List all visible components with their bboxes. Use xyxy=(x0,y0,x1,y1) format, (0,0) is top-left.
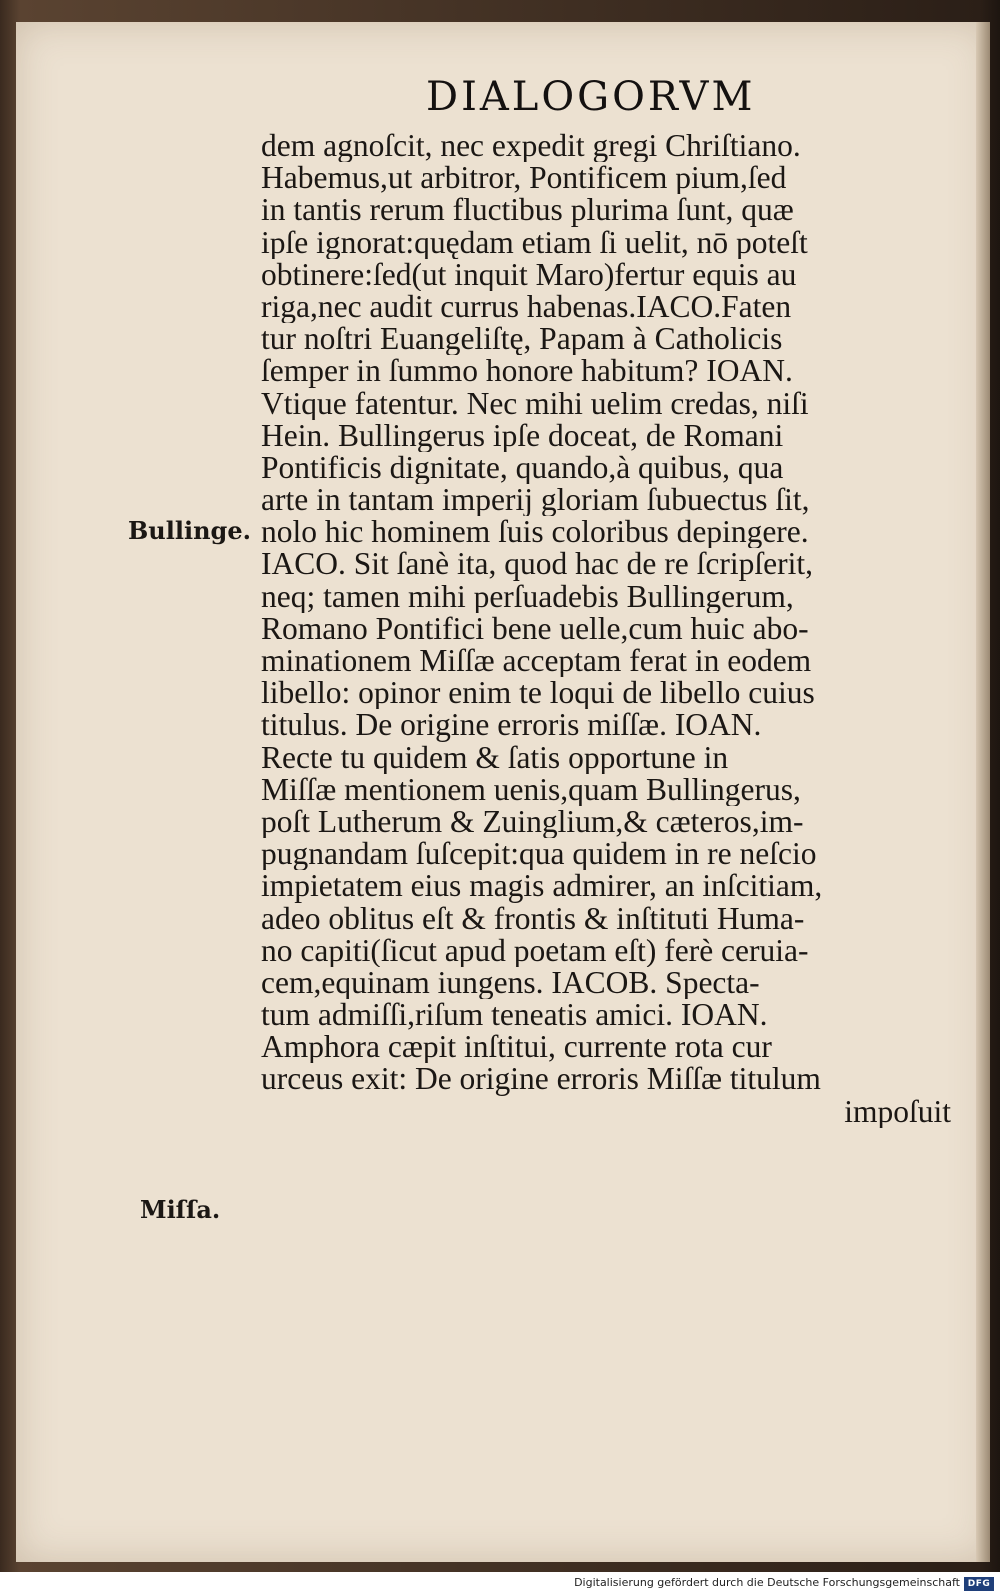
text-line: Amphora cæpit inſtitui, currente rota cur xyxy=(261,1031,772,1064)
text-line: tur noſtri Euangeliſtę, Papam à Catholicis xyxy=(261,323,783,356)
text-line: arte in tantam imperij gloriam ſubuectus ſit, xyxy=(261,484,810,517)
text-line: cem,equinam iungens. IACOB. Specta- xyxy=(261,966,760,1000)
text-line: Vtique fatentur. Nec mihi uelim credas, niſi xyxy=(261,387,809,420)
text-line: adeo oblitus eſt & frontis & inſtituti Huma- xyxy=(261,902,805,935)
text-line: in tantis rerum fluctibus plurima ſunt, quæ xyxy=(261,194,794,227)
text-line: Pontificis dignitate, quando,à quibus, qua xyxy=(261,451,784,485)
footer-bar xyxy=(0,1573,1000,1596)
text-line: ipſe ignorat:quędam etiam ſi uelit, nō poteſt xyxy=(261,226,808,259)
running-head: DIALOGORVM xyxy=(426,74,756,120)
text-line: minationem Miſſæ acceptam ferat in eodem xyxy=(261,645,812,678)
text-line: pugnandam ſuſcepit:qua quidem in re neſcio xyxy=(261,838,817,871)
text-line: titulus. De origine erroris miſſæ. IOAN. xyxy=(261,709,762,742)
marginal-note-bullinger: Bullinge. xyxy=(128,516,251,545)
text-line: tum admiſſi,riſum teneatis amici. IOAN. xyxy=(261,999,768,1032)
book-page xyxy=(16,22,990,1562)
text-line: ſemper in ſummo honore habitum? IOAN. xyxy=(261,355,793,388)
text-line: Habemus,ut arbitror, Pontificem pium,ſed xyxy=(261,162,787,195)
body-text xyxy=(261,130,951,1128)
text-line: Romano Pontifici bene uelle,cum huic abo- xyxy=(261,612,809,645)
dfg-logo: DFG xyxy=(964,1577,994,1591)
text-line: obtinere:ſed(ut inquit Maro)fertur equis au xyxy=(261,258,797,291)
text-line: libello: opinor enim te loqui de libello cuius xyxy=(261,677,815,710)
funding-credit: Digitalisierung gefördert durch die Deutsche Forschungsgemeinschaft xyxy=(574,1576,960,1589)
text-line: poſt Lutherum & Zuinglium,& cæteros,im- xyxy=(261,805,804,839)
text-line: Miſſæ mentionem uenis,quam Bullingerus, xyxy=(261,773,801,806)
catchword: impoſuit xyxy=(844,1095,951,1128)
marginal-note-missa: Miſſa. xyxy=(140,1195,221,1224)
text-line: riga,nec audit currus habenas.IACO.Faten xyxy=(261,290,792,324)
text-line: neq; tamen mihi perſuadebis Bullingerum, xyxy=(261,580,794,613)
text-line: nolo hic hominem ſuis coloribus depingere. xyxy=(261,516,809,549)
text-line: no capiti(ſicut apud poetam eſt) ferè ceruia- xyxy=(261,934,809,967)
text-line: Recte tu quidem & ſatis opportune in xyxy=(261,741,729,774)
page-spine-shadow xyxy=(976,22,990,1562)
text-line: urceus exit: De origine erroris Miſſæ titulum xyxy=(261,1063,821,1096)
text-line: impietatem eius magis admirer, an inſcitiam, xyxy=(261,870,823,903)
text-line: IACO. Sit ſanè ita, quod hac de re ſcripſerit, xyxy=(261,548,813,581)
text-line: Hein. Bullingerus ipſe doceat, de Romani xyxy=(261,419,784,452)
text-line: dem agnoſcit, nec expedit gregi Chriſtiano. xyxy=(261,130,801,163)
